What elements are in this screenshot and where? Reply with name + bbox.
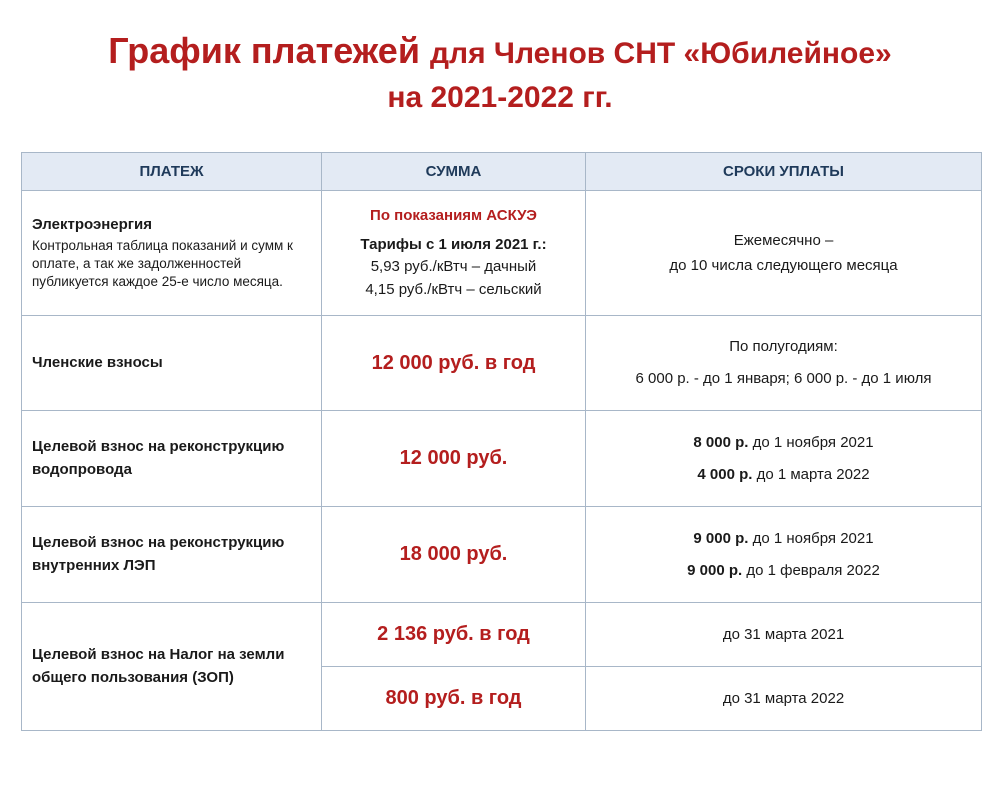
header-payment: ПЛАТЕЖ [22,153,322,191]
membership-amount: 12 000 руб. в год [322,316,586,411]
power-amount: 18 000 руб. [322,507,586,603]
water-amount: 12 000 руб. [322,411,586,507]
page-title [0,28,1000,117]
tariff-rural: 4,15 руб./кВтч – сельский [365,280,542,298]
electricity-amount-title: По показаниям АСКУЭ [370,207,537,224]
header-amount: СУММА [322,153,586,191]
power-name: Целевой взнос на реконструкцию внутренних ЛЭП [22,507,322,603]
title-sub: для Членов СНТ «Юбилейное» [429,37,892,70]
membership-due-cell [586,316,982,411]
payment-schedule-table [21,152,982,731]
land-due-1: до 31 марта 2021 [586,603,982,667]
water-name: Целевой взнос на реконструкцию водопровода [22,411,322,507]
electricity-note: Контрольная таблица показаний и сумм к оплате, а так же задолженностей публикуется каждое 25-е число месяца. [32,237,293,290]
table-row [22,603,982,667]
water-due-1-amount: 8 000 р. [693,433,749,451]
power-due-cell [586,507,982,603]
membership-due-2: 6 000 р. - до 1 января; 6 000 р. - до 1 июля [635,370,932,387]
electricity-amount-cell [322,191,586,316]
electricity-cell [22,191,322,316]
power-due-2-amount: 9 000 р. [687,561,743,579]
table-row [22,507,982,603]
table-row [22,316,982,411]
power-due-2-date: до 1 февраля 2022 [742,561,880,579]
land-amount-1: 2 136 руб. в год [322,603,586,667]
land-amount-2: 800 руб. в год [322,667,586,731]
land-due-2: до 31 марта 2022 [586,667,982,731]
electricity-due-1: Ежемесячно – [733,231,834,249]
water-due-1-date: до 1 ноября 2021 [748,433,874,451]
electricity-due-2: до 10 числа следующего месяца [669,257,898,274]
title-main: График платежей [108,30,420,71]
membership-name: Членские взносы [22,316,322,411]
table-header-row [22,153,982,191]
water-due-cell [586,411,982,507]
header-due: СРОКИ УПЛАТЫ [586,153,982,191]
tariff-title: Тарифы с 1 июля 2021 г.: [360,235,547,253]
table-row [22,411,982,507]
tariff-dacha: 5,93 руб./кВтч – дачный [370,258,537,275]
electricity-name: Электроэнергия [32,216,153,234]
water-due-2-date: до 1 марта 2022 [752,465,870,483]
table-row [22,191,982,316]
membership-due-1: По полугодиям: [729,338,838,355]
water-due-2-amount: 4 000 р. [697,465,753,483]
land-name: Целевой взнос на Налог на земли общего пользования (ЗОП) [22,603,322,731]
title-period: на 2021-2022 гг. [387,81,613,114]
power-due-1-amount: 9 000 р. [693,529,749,547]
electricity-due-cell [586,191,982,316]
power-due-1-date: до 1 ноября 2021 [748,529,874,547]
